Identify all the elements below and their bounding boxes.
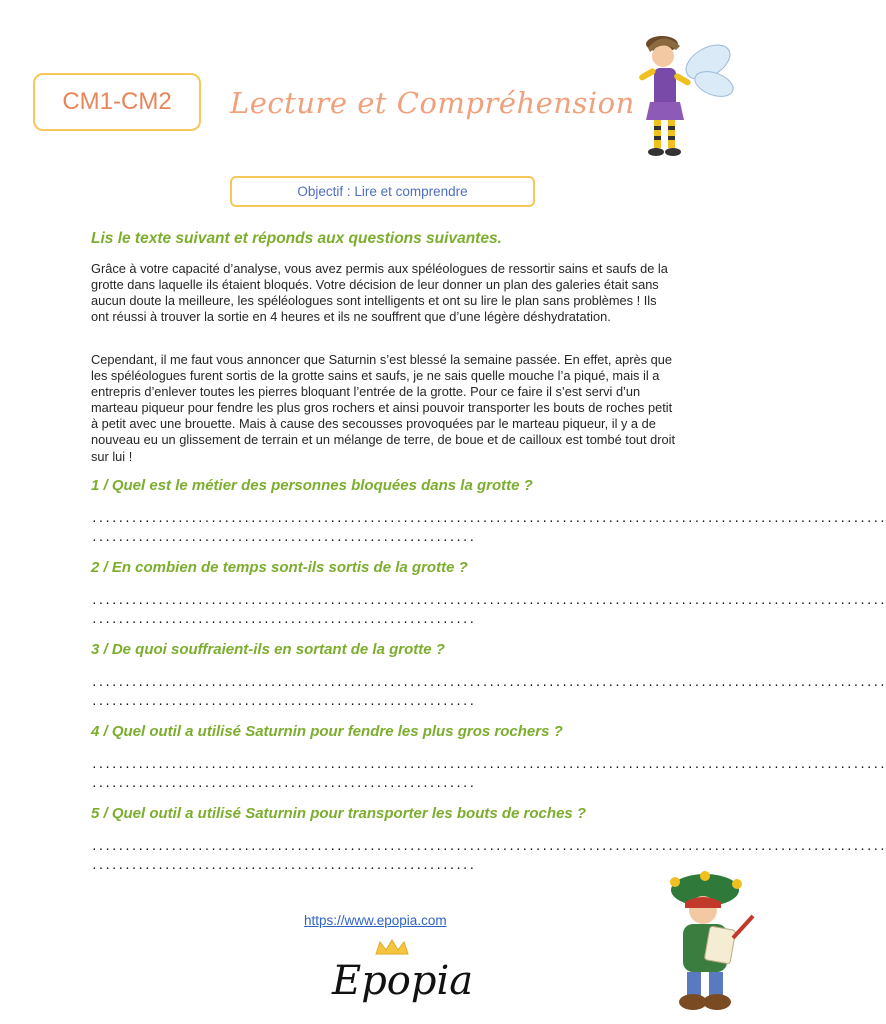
question-1: 1 / Quel est le métier des personnes bloquées dans la grotte ?: [91, 477, 533, 494]
question-2: 2 / En combien de temps sont-ils sortis de la grotte ?: [91, 559, 468, 576]
answer-line-4b[interactable]: ..........................................................: [91, 777, 476, 790]
text-paragraph-1: Grâce à votre capacité d’analyse, vous avez permis aux spéléologues de ressortir sains et saufs de la grotte dans laquelle ils étaient bloqués. Votre décision de leur donner un plan des galeries était sans aucun doute la meilleure, les spéléologues sont intelligents et ont su lire le plan sans problèmes ! Ils ont réussi à trouver la sortie en 4 heures et ils ne souffrent que d’une légère déshydratation.: [91, 261, 668, 325]
answer-line-4a[interactable]: ........................................................................................................................: [91, 758, 886, 771]
page-title: Lecture et Compréhension: [230, 86, 635, 120]
level-badge: [33, 73, 201, 131]
question-4: 4 / Quel outil a utilisé Saturnin pour fendre les plus gros rochers ?: [91, 723, 563, 740]
answer-line-2a[interactable]: ........................................................................................................................: [91, 594, 886, 607]
question-5: 5 / Quel outil a utilisé Saturnin pour transporter les bouts de roches ?: [91, 805, 587, 822]
logo-wordmark: Epopia: [332, 958, 474, 1004]
objective-box: [230, 176, 535, 207]
epopia-logo: [318, 938, 474, 1014]
gnome-illustration: [655, 868, 760, 1018]
text-paragraph-2: Cependant, il me faut vous annoncer que Saturnin s’est blessé la semaine passée. En effet, après que les spéléologues furent sortis de la grotte sains et saufs, je ne sais quelle mouche l’a piqué, mais il a entrepris d’enlever toutes les pierres bloquant l’entrée de la grotte. Pour ce faire il s’est servi d’un marteau piqueur pour fendre les plus gros rochers et ainsi pouvoir transporter les bouts de roches petit à petit avec une brouette. Mais à cause des secousses provoquées par le marteau piqueur, il y a de nouveau eu un glissement de terrain et un mélange de terre, de boue et de cailloux est tombé tout droit sur lui !: [91, 352, 676, 464]
answer-line-1a[interactable]: ........................................................................................................................: [91, 512, 886, 525]
answer-line-2b[interactable]: ..........................................................: [91, 613, 476, 626]
objective-label: Objectif : Lire et comprendre: [297, 184, 468, 199]
fairy-illustration: [628, 22, 743, 162]
crown-icon: [376, 940, 408, 954]
level-label: CM1-CM2: [62, 88, 172, 115]
answer-line-5b[interactable]: ..........................................................: [91, 859, 476, 872]
question-3: 3 / De quoi souffraient-ils en sortant de la grotte ?: [91, 641, 445, 658]
answer-line-1b[interactable]: ..........................................................: [91, 531, 476, 544]
answer-line-3a[interactable]: ........................................................................................................................: [91, 676, 886, 689]
answer-line-3b[interactable]: ..........................................................: [91, 695, 476, 708]
epopia-link[interactable]: https://www.epopia.com: [304, 913, 447, 928]
answer-line-5a[interactable]: ........................................................................................................................: [91, 840, 886, 853]
instruction: Lis le texte suivant et réponds aux questions suivantes.: [91, 230, 502, 247]
